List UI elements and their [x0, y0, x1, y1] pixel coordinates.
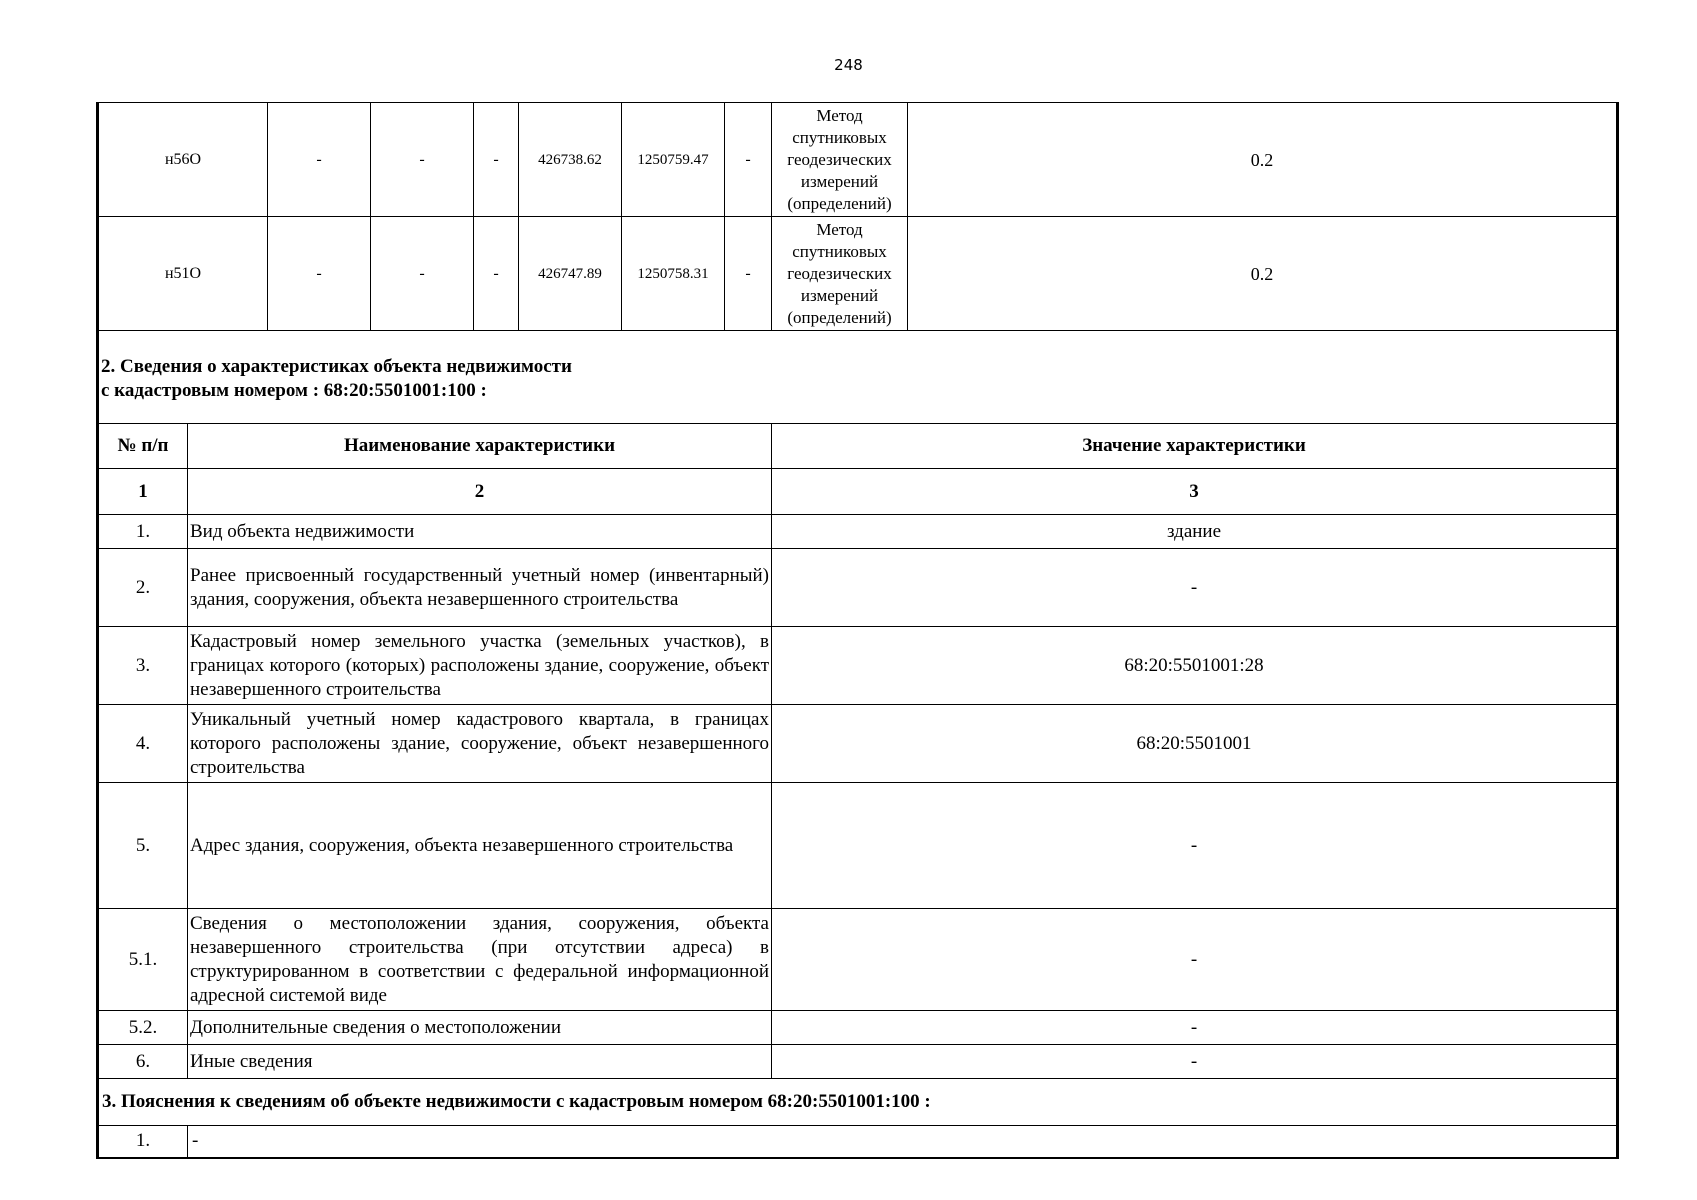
row-name: Сведения о местоположении здания, сооружения, объекта незавершенного строительства (при отсутствии адреса) в структурированном в соответствии с федеральной информационной адресной системой виде [188, 909, 772, 1011]
row-name: Вид объекта недвижимости [188, 515, 772, 549]
header-value: Значение характеристики [772, 424, 1618, 469]
row-value: здание [772, 515, 1618, 549]
characteristics-table [96, 330, 1619, 1159]
column-numbers-row [98, 469, 1618, 515]
table-row [98, 1011, 1618, 1045]
row-name: Адрес здания, сооружения, объекта незавершенного строительства [188, 783, 772, 909]
header-row [98, 424, 1618, 469]
row-value: 68:20:5501001:28 [772, 627, 1618, 705]
coord-cell: - [474, 217, 519, 331]
method-line: спутниковых [792, 241, 887, 261]
col-number: 2 [188, 469, 772, 515]
table-row [98, 705, 1618, 783]
table-row [98, 627, 1618, 705]
row-num: 6. [98, 1045, 188, 1079]
table-row [98, 515, 1618, 549]
point-name: н51О [98, 217, 268, 331]
coord-y: 1250758.31 [622, 217, 725, 331]
row-name: Кадастровый номер земельного участка (земельных участков), в границах которого (которых) расположены здание, сооружение, объект незавершенного строительства [188, 627, 772, 705]
section3-title: 3. Пояснения к сведениям об объекте недвижимости с кадастровым номером 68:20:5501001:100 : [98, 1079, 1618, 1126]
method-line: Метод [816, 219, 863, 239]
row-name: Дополнительные сведения о местоположении [188, 1011, 772, 1045]
coord-y: 1250759.47 [622, 103, 725, 217]
row-value: 68:20:5501001 [772, 705, 1618, 783]
coord-cell: - [268, 103, 371, 217]
row-name: Иные сведения [188, 1045, 772, 1079]
row-value: - [772, 549, 1618, 627]
row-num: 2. [98, 549, 188, 627]
coordinates-row [98, 217, 1618, 331]
method-line: геодезических [787, 263, 892, 283]
row-name: Ранее присвоенный государственный учетный номер (инвентарный) здания, сооружения, объекта незавершенного строительства [188, 549, 772, 627]
row-value: - [772, 909, 1618, 1011]
coord-cell: - [371, 217, 474, 331]
row-name: Уникальный учетный номер кадастрового квартала, в границах которого расположены здание, сооружение, объект незавершенного строительства [188, 705, 772, 783]
coordinates-row [98, 103, 1618, 217]
method-line: измерений [800, 285, 879, 305]
coord-cell: - [725, 103, 772, 217]
row-num: 5.2. [98, 1011, 188, 1045]
coordinates-table [96, 102, 1619, 331]
row-num: 5. [98, 783, 188, 909]
section2-title-line2: с кадастровым номером : 68:20:5501001:100 : [101, 380, 487, 401]
row-text: - [188, 1126, 1618, 1158]
col-number: 1 [98, 469, 188, 515]
row-num: 1. [98, 1126, 188, 1158]
coord-cell: - [725, 217, 772, 331]
coord-cell: - [371, 103, 474, 217]
row-num: 5.1. [98, 909, 188, 1011]
coord-x: 426747.89 [519, 217, 622, 331]
coord-cell: - [474, 103, 519, 217]
row-value: - [772, 783, 1618, 909]
row-value: - [772, 1045, 1618, 1079]
table-row [98, 549, 1618, 627]
row-value: - [772, 1011, 1618, 1045]
method-line: измерений [800, 171, 879, 191]
point-name: н56О [98, 103, 268, 217]
table-row [98, 783, 1618, 909]
section2-title-line1: 2. Сведения о характеристиках объекта недвижимости [101, 356, 572, 377]
row-num: 3. [98, 627, 188, 705]
row-num: 4. [98, 705, 188, 783]
coord-cell: - [268, 217, 371, 331]
section2-title-row [98, 331, 1618, 424]
method-line: Метод [816, 105, 863, 125]
page-number: 248 [834, 56, 863, 74]
table-row [98, 1045, 1618, 1079]
coord-x: 426738.62 [519, 103, 622, 217]
header-num: № п/п [98, 424, 188, 469]
section3-title-row [98, 1079, 1618, 1126]
method-line: геодезических [787, 149, 892, 169]
table-row [98, 909, 1618, 1011]
row-num: 1. [98, 515, 188, 549]
method-line: спутниковых [792, 127, 887, 147]
accuracy-cell: 0.2 [908, 217, 1618, 331]
accuracy-cell: 0.2 [908, 103, 1618, 217]
table-row [98, 1126, 1618, 1158]
col-number: 3 [772, 469, 1618, 515]
method-line: (определений) [787, 193, 892, 213]
section2-title [98, 331, 1618, 424]
method-cell [772, 217, 908, 331]
header-name: Наименование характеристики [188, 424, 772, 469]
method-line: (определений) [787, 307, 892, 327]
method-cell [772, 103, 908, 217]
